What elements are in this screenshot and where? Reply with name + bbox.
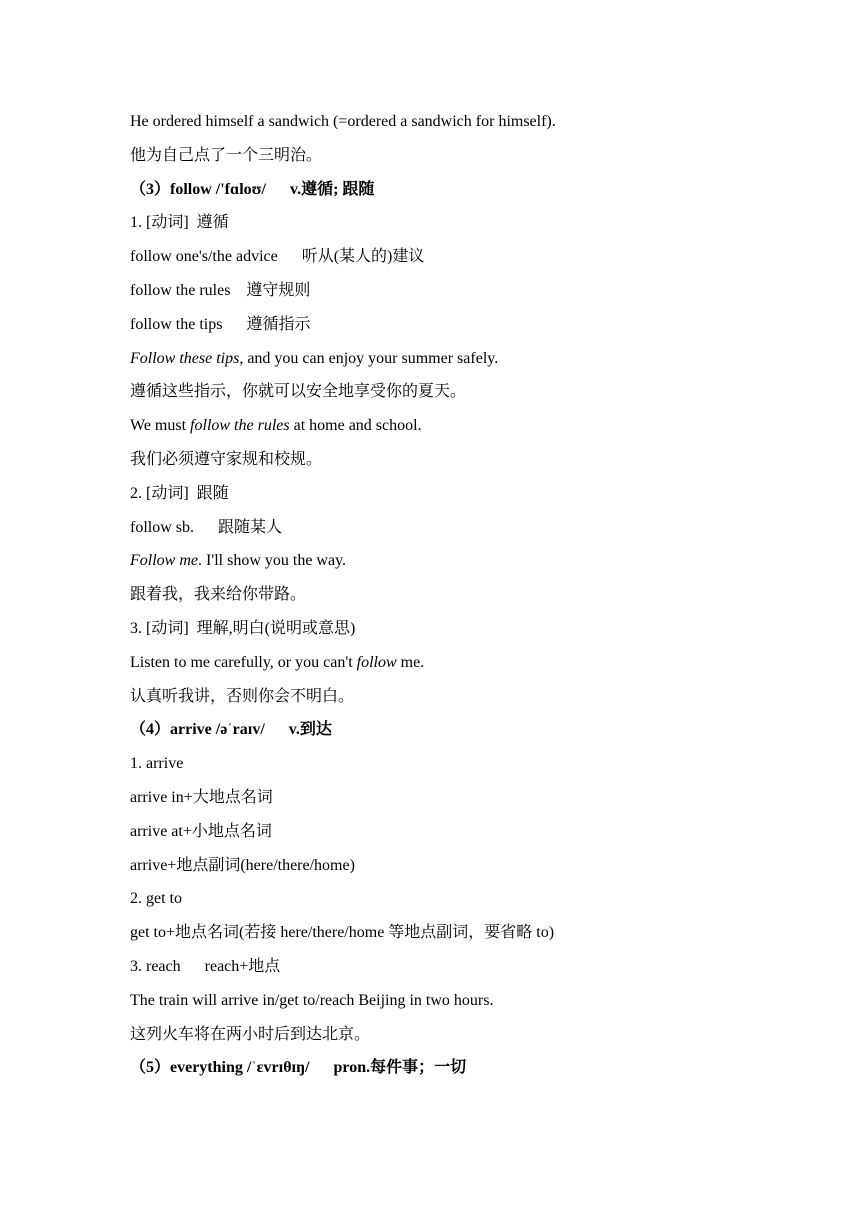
text-segment: （5）everything /ˈɛvrɪθɪŋ/ pron.每件事；一切 — [130, 1059, 467, 1077]
text-line — [130, 516, 770, 550]
section-heading — [130, 718, 770, 752]
text-segment: 遵循这些指示，你就可以安全地享受你的夏天。 — [130, 383, 467, 401]
text-line — [130, 448, 770, 482]
text-segment: 2. [动词] 跟随 — [130, 484, 229, 502]
text-line — [130, 752, 770, 786]
text-segment: 1. [动词] 遵循 — [130, 214, 229, 232]
text-line — [130, 414, 770, 448]
text-line — [130, 786, 770, 820]
text-line — [130, 921, 770, 955]
text-segment: （4）arrive /əˈraɪv/ v.到达 — [130, 721, 332, 739]
section-heading — [130, 178, 770, 212]
text-line — [130, 820, 770, 854]
text-segment: Listen to me carefully, or you can't — [130, 653, 357, 671]
text-segment: at home and school. — [289, 417, 422, 435]
text-segment: get to+地点名词(若接 here/there/home 等地点副词，要省略 to) — [130, 924, 555, 942]
text-line — [130, 144, 770, 178]
text-line — [130, 313, 770, 347]
text-line — [130, 245, 770, 279]
document-body — [130, 110, 770, 1090]
text-line — [130, 583, 770, 617]
italic-text: Follow me — [130, 552, 198, 570]
text-segment: He ordered himself a sandwich (=ordered a sandwich for himself). — [130, 113, 556, 130]
text-line — [130, 685, 770, 719]
text-line — [130, 854, 770, 888]
text-line — [130, 887, 770, 921]
text-segment: We must — [130, 417, 191, 435]
text-segment: arrive at+小地点名词 — [130, 822, 272, 840]
text-line — [130, 482, 770, 516]
text-segment: 3. reach reach+地点 — [130, 957, 281, 975]
text-line — [130, 347, 770, 381]
text-line — [130, 989, 770, 1023]
text-line — [130, 617, 770, 651]
text-segment: arrive in+大地点名词 — [130, 788, 273, 806]
text-line — [130, 279, 770, 313]
text-segment: （3）follow /'fɑloʊ/ v.遵循; 跟随 — [130, 180, 375, 198]
text-line — [130, 1023, 770, 1057]
text-segment: me. — [396, 653, 425, 671]
text-segment: 跟着我，我来给你带路。 — [130, 586, 307, 604]
italic-text: follow — [356, 653, 397, 671]
text-line — [130, 110, 770, 144]
text-segment: arrive+地点副词(here/there/home) — [130, 856, 355, 874]
text-segment: follow the tips 遵循指示 — [130, 315, 311, 333]
text-line — [130, 651, 770, 685]
text-line — [130, 211, 770, 245]
text-segment: 认真听我讲，否则你会不明白。 — [130, 687, 355, 705]
text-line — [130, 380, 770, 414]
italic-text: Follow these tips — [130, 349, 240, 367]
text-segment: follow sb. 跟随某人 — [130, 518, 283, 536]
text-line — [130, 549, 770, 583]
section-heading — [130, 1056, 770, 1090]
text-segment: 2. get to — [130, 890, 182, 908]
text-segment: follow the rules 遵守规则 — [130, 281, 311, 299]
text-segment: 1. arrive — [130, 755, 184, 773]
text-segment: 我们必须遵守家规和校规。 — [130, 450, 323, 468]
text-segment: follow one's/the advice 听从(某人的)建议 — [130, 248, 425, 266]
text-segment: 3. [动词] 理解,明白(说明或意思) — [130, 619, 356, 637]
text-segment: . I'll show you the way. — [198, 552, 347, 570]
italic-text: follow the rules — [190, 417, 290, 435]
text-line — [130, 955, 770, 989]
text-segment: 这列火车将在两小时后到达北京。 — [130, 1025, 371, 1043]
text-segment: , and you can enjoy your summer safely. — [239, 349, 499, 367]
text-segment: 他为自己点了一个三明治。 — [130, 146, 323, 164]
text-segment: The train will arrive in/get to/reach Beijing in two hours. — [130, 991, 494, 1009]
